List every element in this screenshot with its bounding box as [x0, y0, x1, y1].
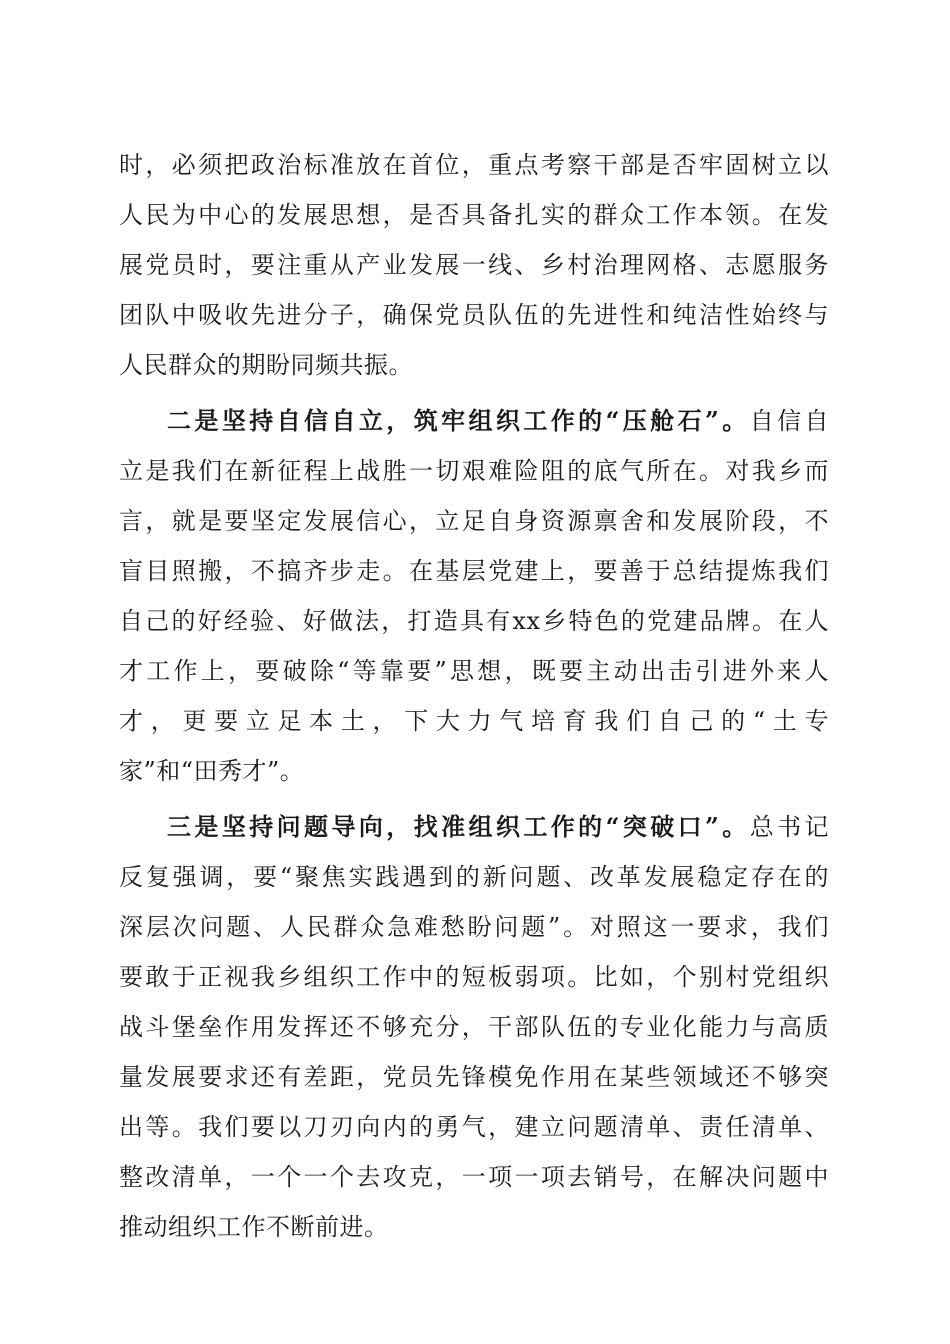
- text-line: 团队中吸收先进分子，确保党员队伍的先进性和纯洁性始终与: [119, 301, 829, 329]
- text-line: [119, 802, 829, 852]
- text-line: 展党员时，要注重从产业发展一线、乡村治理网格、志愿服务: [119, 251, 829, 279]
- text-line: 时，必须把政治标准放在首位，重点考察干部是否牢固树立以: [119, 151, 829, 179]
- text-line: 言，就是要坚定发展信心，立足自身资源禀舍和发展阶段，不: [119, 507, 829, 535]
- paragraph-heading: 三是坚持问题导向，找准组织工作的“突破口”。: [167, 812, 750, 841]
- text-line: 立是我们在新征程上战胜一切艰难险阻的底气所在。对我乡而: [119, 457, 829, 485]
- body-text: [119, 140, 829, 1258]
- text-line: 战斗堡垒作用发挥还不够充分，干部队伍的专业化能力与高质: [119, 1013, 829, 1041]
- paragraph-3: [119, 802, 829, 1252]
- text-line: 盲目照搬，不搞齐步走。在基层党建上，要善于总结提炼我们: [119, 557, 829, 585]
- text-line: 出等。我们要以刀刃向内的勇气，建立问题清单、责任清单、: [119, 1113, 829, 1141]
- text-line: 人民为中心的发展思想，是否具备扎实的群众工作本领。在发: [119, 201, 829, 229]
- text-line: 才工作上，要破除“等靠要”思想，既要主动出击引进外来人: [119, 657, 829, 685]
- paragraph-heading: 二是坚持自信自立，筑牢组织工作的“压舱石”。: [167, 406, 750, 435]
- text-line: 反复强调，要“聚焦实践遇到的新问题、改革发展稳定存在的: [119, 863, 829, 891]
- paragraph-lead-rest: 自信自: [749, 407, 829, 435]
- text-line: [119, 396, 829, 446]
- text-line: 自己的好经验、好做法，打造具有xx乡特色的党建品牌。在人: [119, 607, 829, 635]
- text-line: 才，更要立足本土，下大力气培育我们自己的“土专: [119, 707, 829, 735]
- text-line: 人民群众的期盼同频共振。: [119, 351, 413, 379]
- paragraph-2: [119, 396, 829, 796]
- text-line: 推动组织工作不断前进。: [119, 1213, 389, 1241]
- text-line: 家”和“田秀才”。: [119, 757, 305, 785]
- text-line: 整改清单，一个一个去攻克，一项一项去销号，在解决问题中: [119, 1163, 829, 1191]
- text-line: 要敢于正视我乡组织工作中的短板弱项。比如，个别村党组织: [119, 963, 829, 991]
- paragraph-1: [119, 140, 829, 390]
- text-line: 深层次问题、人民群众急难愁盼问题”。对照这一要求，我们: [119, 913, 829, 941]
- text-line: 量发展要求还有差距，党员先锋模免作用在某些领域还不够突: [119, 1063, 829, 1091]
- paragraph-lead-rest: 总书记: [749, 813, 829, 841]
